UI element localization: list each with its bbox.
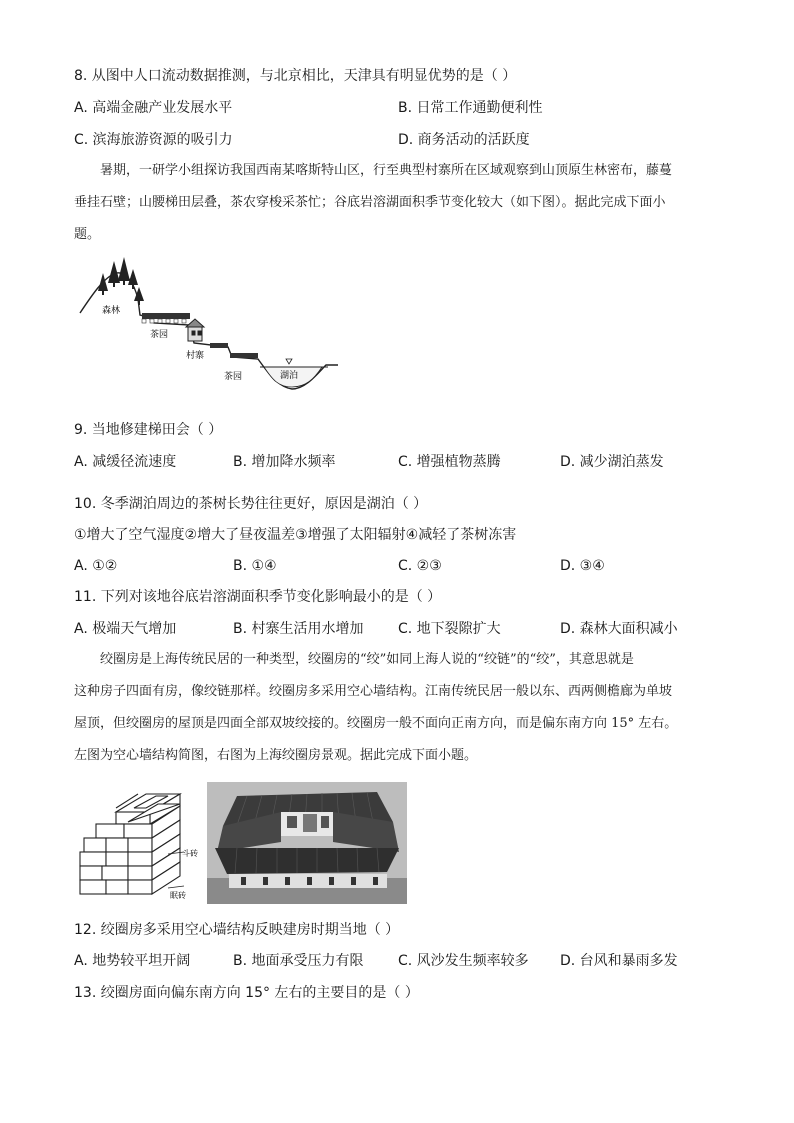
q12-option-b: B. 地面承受压力有限 — [233, 953, 364, 969]
q12-option-d: D. 台风和暴雨多发 — [560, 953, 678, 969]
water-level-marker-icon — [286, 359, 292, 364]
q9-option-a: A. 减缓径流速度 — [74, 454, 177, 470]
q12-stem: 12. 绞圈房多采用空心墙结构反映建房时期当地（ ） — [74, 922, 400, 938]
q10-option-b: B. ①④ — [233, 558, 277, 574]
q11-option-d: D. 森林大面积减小 — [560, 621, 678, 637]
passage1-line-1: 暑期，一研学小组探访我国西南某喀斯特山区，行至典型村寨所在区域观察到山顶原生林密布，藤蔓 — [100, 163, 673, 178]
hollow-wall-structure-figure — [76, 788, 202, 906]
village-houses-icon — [186, 319, 204, 341]
q13-stem: 13. 绞圈房面向偏东南方向 15° 左右的主要目的是（ ） — [74, 985, 419, 1001]
q11-option-a: A. 极端天气增加 — [74, 621, 177, 637]
passage1-line-3: 题。 — [74, 227, 101, 242]
passage2-line-1: 绞圈房是上海传统民居的一种类型，绞圈房的“绞”如同上海人说的“绞链”的“绞”，其意思就是 — [100, 652, 634, 667]
label-lake: 湖泊 — [280, 371, 299, 381]
q8-option-a: A. 高端金融产业发展水平 — [74, 100, 233, 116]
q9-stem: 9. 当地修建梯田会（ ） — [74, 422, 223, 438]
q11-option-c: C. 地下裂隙扩大 — [398, 621, 501, 637]
q8-option-b: B. 日常工作通勤便利性 — [398, 100, 543, 116]
upper-terraces-icon — [142, 313, 190, 323]
q11-stem: 11. 下列对该地谷底岩溶湖面积季节变化影响最小的是（ ） — [74, 589, 442, 605]
q11-option-b: B. 村寨生活用水增加 — [233, 621, 364, 637]
forest-trees-icon — [98, 257, 144, 305]
jiaoquan-house-photo — [207, 782, 407, 904]
passage2-line-2: 这种房子四面有房，像绞链那样。绞圈房多采用空心墙结构。江南传统民居一般以东、西两侧檐廊为单坡 — [74, 684, 673, 699]
q8-option-c: C. 滨海旅游资源的吸引力 — [74, 132, 233, 148]
q10-option-a: A. ①② — [74, 558, 118, 574]
q10-stem: 10. 冬季湖泊周边的茶树长势往往更好，原因是湖泊（ ） — [74, 496, 428, 512]
q10-items: ①增大了空气湿度②增大了昼夜温差③增强了太阳辐射④减轻了茶树冻害 — [74, 527, 517, 543]
passage2-line-4: 左图为空心墙结构简图，右图为上海绞圈房景观。据此完成下面小题。 — [74, 748, 478, 763]
lower-terraces-icon — [210, 343, 258, 358]
q8-stem: 8. 从图中人口流动数据推测，与北京相比，天津具有明显优势的是（ ） — [74, 68, 517, 84]
q12-option-a: A. 地势较平坦开阔 — [74, 953, 191, 969]
q12-option-c: C. 风沙发生频率较多 — [398, 953, 529, 969]
passage1-line-2: 垂挂石壁；山腰梯田层叠，茶农穿梭采茶忙；谷底岩溶湖面积季节变化较大（如下图）。据此完成下面小 — [74, 195, 666, 210]
label-forest: 森林 — [102, 306, 121, 316]
q8-option-d: D. 商务活动的活跃度 — [398, 132, 530, 148]
karst-terrain-profile-figure — [78, 255, 340, 403]
label-village: 村寨 — [186, 351, 205, 361]
label-tea-lower: 茶园 — [224, 372, 243, 382]
label-flat-brick: 眠砖 — [170, 891, 186, 900]
q10-option-d: D. ③④ — [560, 558, 605, 574]
label-tea-upper: 茶园 — [150, 330, 169, 340]
passage2-line-3: 屋顶，但绞圈房的屋顶是四面全部双坡绞接的。绞圈房一般不面向正南方向，而是偏东南方向 15° 左右。 — [74, 716, 678, 731]
label-upright-brick: 斗砖 — [182, 849, 198, 858]
q9-option-b: B. 增加降水频率 — [233, 454, 336, 470]
q9-option-d: D. 减少湖泊蒸发 — [560, 454, 664, 470]
q9-option-c: C. 增强植物蒸腾 — [398, 454, 501, 470]
q10-option-c: C. ②③ — [398, 558, 442, 574]
